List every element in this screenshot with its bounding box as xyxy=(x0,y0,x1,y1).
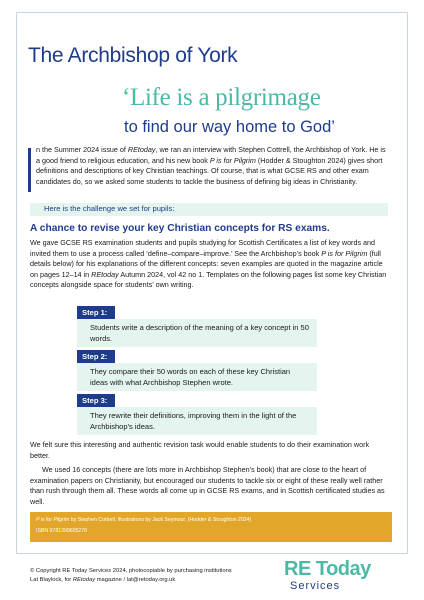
re-today-logo-services: Services xyxy=(290,580,341,592)
challenge-text: Here is the challenge we set for pupils: xyxy=(44,204,175,213)
author-credit: Lat Blaylock, for REtoday magazine / lat@retoday.org.uk xyxy=(30,577,176,583)
closing-paragraph-2: We used 16 concepts (there are lots more in Archbishop Stephen’s book) that are close to the heart of examination papers on Christianity, but encouraged our students to tackle six or eight of these really well rather than rush through them all. These words all come up in GCSE RS exams, and in Scottish certificated studies as well. xyxy=(30,465,385,506)
step-3-label: Step 3: xyxy=(77,394,115,407)
step-2-text: They compare their 50 words on each of these key Christian ideas with what Archbishop Stephen wrote. xyxy=(90,367,291,388)
section-heading: A chance to revise your key Christian concepts for RS exams. xyxy=(30,223,330,234)
step-1-label: Step 1: xyxy=(77,306,115,319)
copyright-notice: © Copyright RE Today Services 2024, photocopiable by purchasing institutions xyxy=(30,568,232,574)
page-title: The Archbishop of York xyxy=(28,44,238,67)
step-2-label: Step 2: xyxy=(77,350,115,363)
closing-paragraph-1: We felt sure this interesting and authentic revision task would enable students to do their examination work better. xyxy=(30,440,370,460)
book-isbn: ISBN 9781399605278 xyxy=(36,528,88,534)
pull-quote-line-2: to find our way home to God’ xyxy=(124,118,335,136)
re-today-logo: RE Today xyxy=(284,558,371,580)
intro-drop-bar xyxy=(28,148,31,192)
body-paragraph: We gave GCSE RS examination students and pupils studying for Scottish Certificates a list of key words and invited them to use a process called ‘define–compare–improve.’ See the Archbishop’s book P is for Pilgrim (full details below) for his explanations of the different concepts: seven examples are quoted in the magazine article on pages 12–14 in REtoday Autumn 2024, vol 42 no 1. Templates on the following pages list some key Christian concepts alongside space for students’ own writing. xyxy=(30,238,387,290)
step-1-text: Students write a description of the meaning of a key concept in 50 words. xyxy=(90,323,309,344)
intro-paragraph: n the Summer 2024 issue of REtoday, we ran an interview with Stephen Cottrell, the Archbishop of York. He is a good friend to religious education, and his new book P is for Pilgrim (Hodder & Stoughton 2024) gives short definitions and descriptions of key Christian teachings. Of course, that is what GCSE RS and other exam candidates do, so we asked some students to tackle the business of defining big ideas in Christianity. xyxy=(36,145,386,186)
pull-quote-line-1: ‘Life is a pilgrimage xyxy=(122,84,321,111)
book-credit: P is for Pilgrim by Stephen Cottrell. Illustrations by Jack Seymour. (Hodder & Stoughton 2024) xyxy=(36,517,252,523)
step-3-text: They rewrite their definitions, improving them in the light of the Archbishop’s ideas. xyxy=(90,411,297,432)
